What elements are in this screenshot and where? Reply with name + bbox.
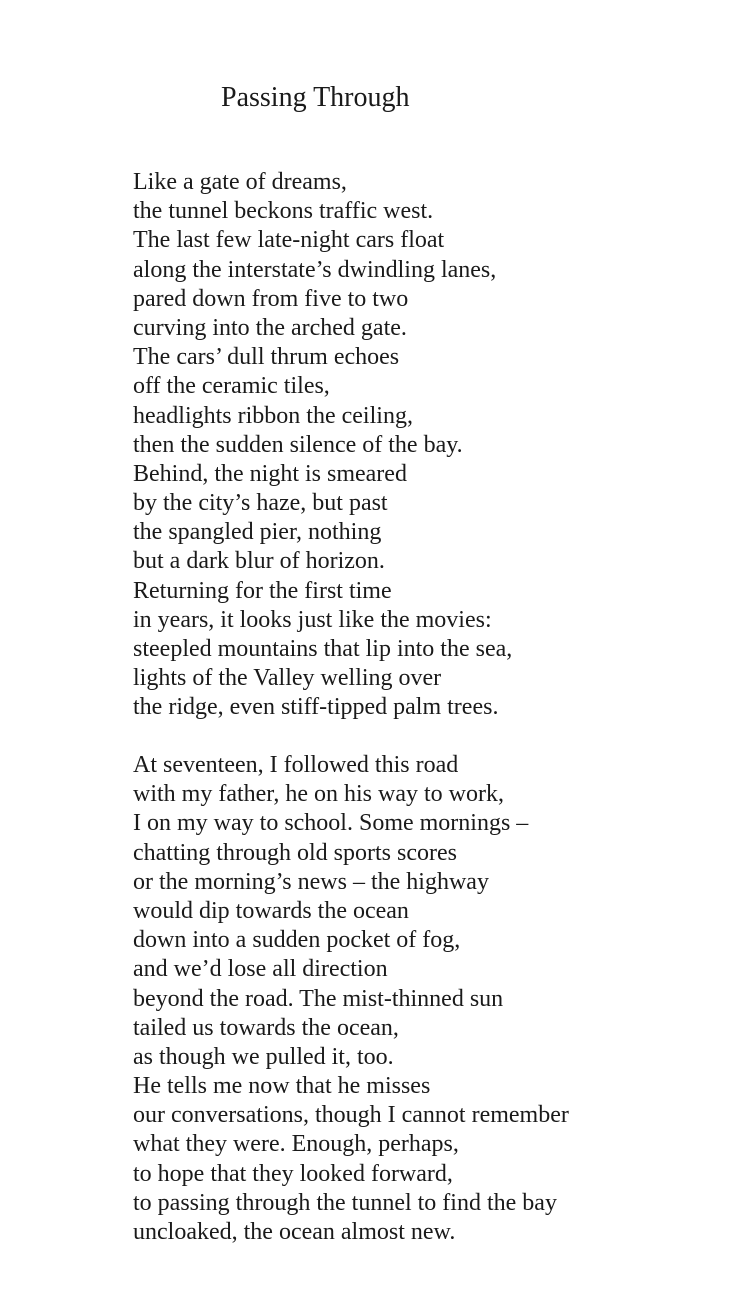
poem-line: the ridge, even stiff-tipped palm trees. xyxy=(133,694,499,721)
poem-line: but a dark blur of horizon. xyxy=(133,548,385,575)
poem-line: I on my way to school. Some mornings – xyxy=(133,810,529,837)
poem-line: would dip towards the ocean xyxy=(133,897,409,924)
poem-line: Like a gate of dreams, xyxy=(133,169,347,195)
poem-line: He tells me now that he misses xyxy=(133,1073,431,1100)
poem-line: The cars’ dull thrum echoes xyxy=(133,344,400,371)
poem-line: what they were. Enough, perhaps, xyxy=(133,1131,459,1158)
poem-line: beyond the road. The mist-thinned sun xyxy=(133,985,504,1012)
poem-line: The last few late-night cars float xyxy=(133,227,445,254)
stanza-1 xyxy=(133,168,512,723)
poem-line: in years, it looks just like the movies: xyxy=(133,606,492,633)
poem-line: off the ceramic tiles, xyxy=(133,373,330,400)
poem-line: the tunnel beckons traffic west. xyxy=(133,198,434,225)
poem-line: as though we pulled it, too. xyxy=(133,1043,394,1070)
poem-title: Passing Through xyxy=(221,82,410,113)
poem-line: to hope that they looked forward, xyxy=(133,1160,453,1187)
poem-line: by the city’s haze, but past xyxy=(133,490,388,517)
poem-line: and we’d lose all direction xyxy=(133,956,388,983)
poem-line: to passing through the tunnel to find the bay xyxy=(133,1189,557,1216)
poem-line: with my father, he on his way to work, xyxy=(133,781,504,808)
poem-line: headlights ribbon the ceiling, xyxy=(133,402,413,429)
poem-line: Returning for the first time xyxy=(133,577,392,604)
poem-line: steepled mountains that lip into the sea, xyxy=(133,636,513,662)
stanza-2 xyxy=(133,751,569,1247)
poem-line: the spangled pier, nothing xyxy=(133,519,382,546)
poem-line: chatting through old sports scores xyxy=(133,839,457,866)
poem-line: curving into the arched gate. xyxy=(133,314,407,341)
poem-line: along the interstate’s dwindling lanes, xyxy=(133,256,497,283)
poem-line: pared down from five to two xyxy=(133,285,409,312)
poem-line: tailed us towards the ocean, xyxy=(133,1014,399,1041)
poem-line: uncloaked, the ocean almost new. xyxy=(133,1219,456,1245)
poem-line: down into a sudden pocket of fog, xyxy=(133,927,461,954)
poem-line: lights of the Valley welling over xyxy=(133,665,442,692)
poem-line: At seventeen, I followed this road xyxy=(133,752,459,778)
poem-line: or the morning’s news – the highway xyxy=(133,868,489,895)
poem-line: Behind, the night is smeared xyxy=(133,460,407,487)
poem-line: our conversations, though I cannot remember xyxy=(133,1102,569,1129)
poem-line: then the sudden silence of the bay. xyxy=(133,431,463,458)
